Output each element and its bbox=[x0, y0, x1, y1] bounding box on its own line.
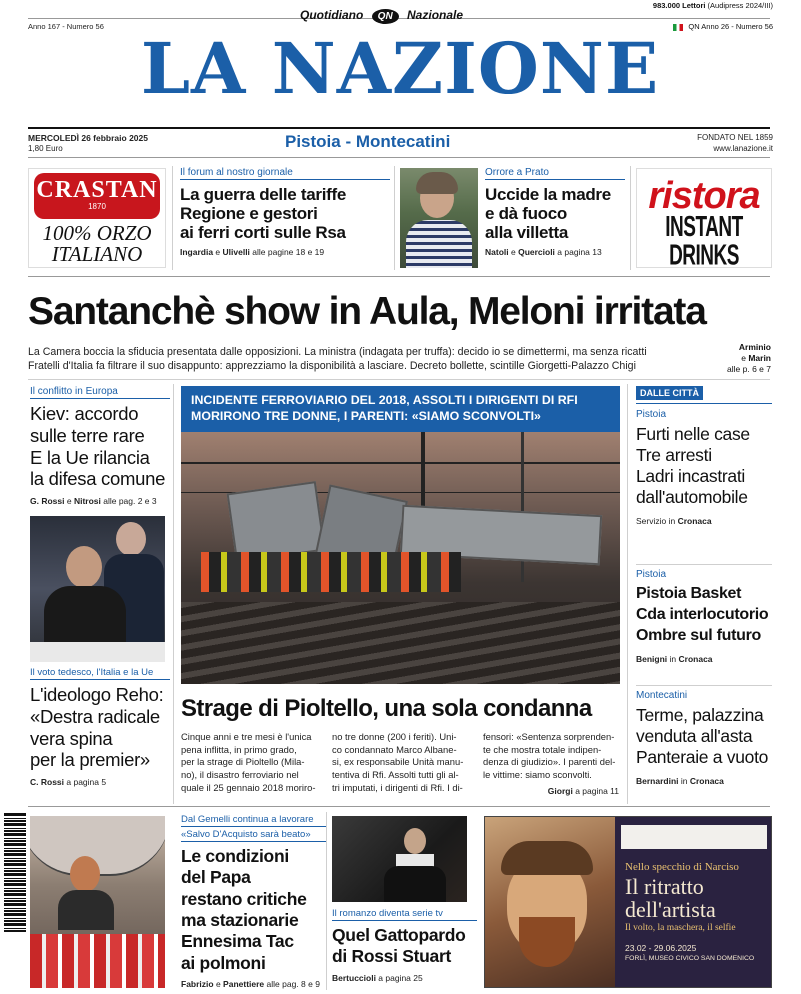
headline-line: L'ideologo Reho: bbox=[30, 684, 164, 705]
summary-line: Fratelli d'Italia fa filtrare il suo disappunto: apprezziamo la disponibilità a lasciare. Decreto bollette, scintille Giorgetti-Palazzo Chigi bbox=[28, 359, 636, 372]
crastan-ad[interactable] bbox=[28, 168, 166, 268]
main-headline[interactable]: Santanchè show in Aula, Meloni irritata bbox=[28, 290, 706, 333]
photo-train-car bbox=[227, 481, 326, 563]
body-line: Cinque anni e tre mesi è l'unica bbox=[181, 731, 312, 742]
issue-right-text: QN Anno 26 - Numero 56 bbox=[688, 22, 773, 31]
headline-line: e dà fuoco bbox=[485, 204, 568, 224]
body-line: si, ex responsabile Unità manu- bbox=[332, 756, 464, 768]
author: Nitrosi bbox=[73, 496, 101, 507]
divider bbox=[394, 166, 395, 270]
story-gattopardo[interactable] bbox=[332, 908, 477, 983]
headline-line: per la premier» bbox=[30, 749, 150, 771]
divider bbox=[636, 564, 772, 565]
tagline-right: Nazionale bbox=[407, 8, 464, 22]
section-kicker: Dal Gemelli continua a lavorare bbox=[181, 814, 326, 827]
headline-line: dall'automobile bbox=[636, 487, 748, 507]
qn-logo: QN bbox=[372, 9, 399, 24]
photo-table bbox=[30, 642, 165, 662]
issue-left: Anno 167 - Numero 56 bbox=[28, 22, 104, 31]
headline-line: E la Ue rilancia bbox=[30, 446, 150, 468]
headline-line: di Rossi Stuart bbox=[332, 946, 451, 967]
author: Giorgi bbox=[547, 785, 573, 796]
body-line: quale il 25 gennaio 2018 moriro- bbox=[181, 781, 316, 793]
headline-line: «Destra radicale bbox=[30, 705, 160, 727]
headline-line: Pistoia Basket bbox=[636, 585, 742, 602]
byline bbox=[332, 973, 477, 983]
headline-line: vera spina bbox=[30, 727, 113, 749]
city-story-terme[interactable] bbox=[636, 690, 772, 786]
italy-flag-icon bbox=[673, 24, 683, 31]
byline bbox=[485, 247, 625, 257]
photo-rescuers bbox=[201, 552, 461, 592]
byline bbox=[483, 786, 621, 797]
divider bbox=[630, 166, 631, 270]
author: G. Rossi bbox=[30, 496, 65, 507]
ad-painting-hair bbox=[501, 841, 593, 875]
headline bbox=[332, 925, 477, 968]
photo-prato-woman bbox=[400, 168, 478, 268]
story-pope[interactable] bbox=[181, 814, 326, 989]
author: Ulivelli bbox=[222, 247, 250, 258]
body-line: le vittime: siamo sconvolti. bbox=[483, 769, 592, 781]
ad-title-line: dell'artista bbox=[625, 897, 716, 923]
exhibition-ad[interactable] bbox=[484, 816, 772, 988]
photo-catenary bbox=[181, 462, 620, 464]
ad-place: FORLÌ, MUSEO CIVICO SAN DOMENICO bbox=[625, 955, 755, 962]
page-ref: Cronaca bbox=[677, 516, 712, 526]
tagline-left: Quotidiano bbox=[300, 8, 364, 22]
crastan-year: 1870 bbox=[88, 202, 106, 211]
author: Quercioli bbox=[518, 247, 555, 258]
author: Bernardini bbox=[636, 776, 679, 786]
headline-line: Cda interlocutorio bbox=[636, 605, 769, 623]
headline bbox=[636, 705, 772, 768]
crastan-logo-text: CRASTAN bbox=[36, 177, 158, 203]
section-kicker: Pistoia bbox=[636, 409, 667, 420]
photo-woman-body bbox=[58, 890, 114, 930]
photo-train-crash bbox=[181, 432, 620, 684]
body-line: co condannato Marco Albane- bbox=[332, 743, 457, 755]
headline bbox=[30, 684, 170, 771]
headline-line: Panteraie a vuoto bbox=[636, 747, 769, 767]
byline bbox=[636, 776, 772, 786]
photo-pope-vigil bbox=[30, 816, 165, 988]
body-line: no), il disastro ferroviario nel bbox=[181, 769, 299, 781]
crastan-line2: ITALIANO bbox=[51, 242, 143, 266]
divider bbox=[636, 403, 772, 404]
ad-painting-beard bbox=[519, 917, 575, 967]
author: Ingardia bbox=[180, 247, 214, 258]
body-line: fensori: «Sentenza sorprenden- bbox=[483, 731, 615, 742]
masthead-rule-bottom bbox=[28, 127, 770, 129]
headline bbox=[30, 403, 170, 490]
main-summary bbox=[28, 346, 708, 374]
body-line: te che mostra totale indipen- bbox=[483, 743, 602, 755]
body-line: denza di giudizio». I parenti del- bbox=[483, 756, 616, 768]
qn-tagline bbox=[300, 8, 463, 24]
photo-gattopardo bbox=[332, 816, 467, 902]
sep: e bbox=[741, 353, 749, 364]
banner-line: INCIDENTE FERROVIARIO DEL 2018, ASSOLTI I DIRIGENTI DI RFI bbox=[191, 393, 578, 407]
section-kicker: Orrore a Prato bbox=[485, 167, 625, 180]
headline-line: Ennesima Tac bbox=[181, 931, 294, 952]
headline-line: alla villetta bbox=[485, 223, 569, 243]
sep: in bbox=[667, 654, 679, 665]
story-reho[interactable] bbox=[30, 667, 170, 787]
masthead bbox=[0, 0, 801, 160]
page-ref: a pagina 11 bbox=[572, 785, 619, 796]
byline bbox=[180, 247, 390, 257]
city-story-basket[interactable] bbox=[636, 569, 772, 664]
body-line: pena inflitta, in primo grado, bbox=[181, 743, 297, 755]
author: C. Rossi bbox=[30, 777, 65, 788]
section-kicker: «Salvo D'Acquisto sarà beato» bbox=[181, 829, 326, 842]
divider bbox=[627, 384, 628, 804]
ref-pre: Servizio in bbox=[636, 516, 678, 526]
sep: in bbox=[678, 776, 690, 786]
sep: e bbox=[213, 247, 223, 258]
headline bbox=[180, 185, 390, 242]
top-story-tariffs[interactable] bbox=[180, 167, 390, 257]
section-kicker: Il voto tedesco, l'Italia e la Ue bbox=[30, 667, 170, 680]
sep: e bbox=[64, 496, 74, 507]
page-ref: a pagina 5 bbox=[64, 777, 107, 788]
readers-source: (Audipress 2024/III) bbox=[707, 1, 773, 10]
headline-line: Kiev: accordo bbox=[30, 403, 139, 424]
headline-line: del Papa bbox=[181, 867, 251, 888]
center-col-1 bbox=[181, 731, 321, 794]
headline-line: sulle terre rare bbox=[30, 424, 145, 446]
ad-title-line: Il ritratto bbox=[625, 874, 704, 899]
readers-number: 983.000 Lettori bbox=[652, 1, 706, 10]
section-kicker: Il romanzo diventa serie tv bbox=[332, 908, 477, 921]
headline-line: La guerra delle tariffe bbox=[180, 185, 346, 204]
headline-line: Tre arresti bbox=[636, 445, 712, 465]
headline-line: ai polmoni bbox=[181, 952, 266, 973]
author: Panettiere bbox=[223, 979, 265, 990]
edition-name[interactable]: Pistoia - Montecatini bbox=[285, 132, 451, 151]
ristora-ad[interactable] bbox=[636, 168, 772, 268]
divider bbox=[173, 384, 174, 804]
page-ref: a pagina 25 bbox=[375, 972, 423, 983]
author: Bertuccioli bbox=[332, 972, 376, 983]
byline bbox=[636, 516, 772, 526]
photo-actor-body bbox=[384, 866, 446, 902]
city-story-furti[interactable] bbox=[636, 409, 772, 526]
issue-right bbox=[673, 22, 773, 31]
summary-line: La Camera boccia la sfiducia presentata dalle opposizioni. La ministra (indagata per truffa): decido io se dimettermi, ma senza ricatti bbox=[28, 346, 647, 358]
sep: e bbox=[213, 979, 224, 990]
photo-figure-body bbox=[406, 220, 472, 268]
section-kicker: Il forum al nostro giornale bbox=[180, 167, 390, 180]
headline-line: Ladri incastrati bbox=[636, 466, 746, 486]
author: Marin bbox=[748, 353, 771, 364]
crastan-line1: 100% ORZO bbox=[42, 221, 152, 245]
divider bbox=[28, 379, 770, 380]
photo-actor-head bbox=[404, 828, 426, 854]
photo-figure-hair bbox=[416, 172, 458, 194]
author: Fabrizio bbox=[181, 979, 214, 990]
headline-line: Regione e gestori bbox=[180, 204, 318, 224]
body-line: no tre donne (200 i feriti). Uni- bbox=[332, 731, 457, 742]
headline-line: Ombre sul futuro bbox=[636, 626, 761, 644]
divider bbox=[172, 166, 173, 270]
issue-date: MERCOLEDÌ 26 febbraio 2025 bbox=[28, 133, 148, 143]
headline-line: Furti nelle case bbox=[636, 424, 750, 444]
headline-line: restano critiche bbox=[181, 888, 307, 909]
readers-count bbox=[653, 1, 773, 10]
crastan-logo bbox=[34, 173, 160, 219]
headline-line: Le condizioni bbox=[181, 846, 289, 866]
photo-main-head bbox=[66, 546, 102, 588]
headline-line: ai ferri corti sulle Rsa bbox=[180, 223, 346, 243]
body-line: per la strage di Pioltello (Mila- bbox=[181, 756, 305, 768]
headline bbox=[636, 584, 772, 646]
page-ref: alle pag. 2 e 3 bbox=[100, 496, 157, 507]
section-kicker: Pistoia bbox=[636, 569, 667, 580]
center-col-3 bbox=[483, 731, 621, 797]
section-kicker: Montecatini bbox=[636, 690, 688, 701]
ad-title bbox=[625, 875, 716, 921]
byline bbox=[30, 496, 170, 506]
page-ref: alle p. 6 e 7 bbox=[727, 364, 771, 375]
photo-tracks bbox=[181, 602, 620, 684]
byline bbox=[30, 777, 170, 787]
photo-woman-head bbox=[70, 856, 100, 892]
ad-dates: 23.02 - 29.06.2025 bbox=[625, 943, 697, 953]
divider bbox=[326, 812, 327, 990]
body-line: tri imputati, i dirigenti di Rfi. I di- bbox=[332, 781, 463, 793]
headline-line: Terme, palazzina bbox=[636, 705, 764, 725]
author: Arminio bbox=[738, 342, 771, 352]
center-col-2 bbox=[332, 731, 472, 794]
headline-line: la difesa comune bbox=[30, 468, 166, 490]
sep: e bbox=[508, 247, 519, 258]
section-kicker: Il conflitto in Europa bbox=[30, 386, 170, 399]
divider bbox=[28, 276, 770, 277]
headline bbox=[636, 424, 772, 508]
author: Natoli bbox=[485, 247, 509, 258]
photo-zelensky bbox=[30, 516, 165, 662]
ristora-logo: ristora bbox=[648, 175, 760, 217]
ad-title-pre: Nello specchio di Narciso bbox=[625, 861, 739, 873]
author: Benigni bbox=[636, 654, 668, 665]
ad-painting bbox=[485, 817, 615, 988]
divider bbox=[636, 685, 772, 686]
banner-line: MORIRONO TRE DONNE, I PARENTI: «SIAMO SCONVOLTI» bbox=[191, 408, 541, 423]
dalle-citta-label[interactable]: DALLE CITTÀ bbox=[636, 386, 703, 400]
masthead-rule-thin bbox=[28, 157, 770, 158]
page-ref: Cronaca bbox=[689, 776, 724, 786]
headline-line: Uccide la madre bbox=[485, 185, 611, 204]
photo-candles bbox=[30, 934, 165, 988]
divider bbox=[28, 806, 770, 807]
headline bbox=[485, 185, 625, 242]
newspaper-title[interactable]: LA NAZIONE bbox=[140, 27, 660, 110]
ad-logo-bar bbox=[621, 825, 767, 849]
headline-line: ma stazionarie bbox=[181, 910, 299, 931]
headline-line: venduta all'asta bbox=[636, 726, 753, 746]
main-byline bbox=[727, 342, 771, 375]
story-kiev[interactable] bbox=[30, 386, 170, 506]
website-link[interactable]: www.lanazione.it bbox=[713, 144, 773, 153]
ristora-sub: INSTANT DRINKS bbox=[665, 212, 743, 268]
byline bbox=[636, 654, 772, 664]
headline-line: Quel Gattopardo bbox=[332, 925, 466, 945]
center-headline[interactable]: Strage di Pioltello, una sola condanna bbox=[181, 695, 592, 722]
body-line: tentiva di Rfi. Assolti tutti gli al- bbox=[332, 769, 459, 781]
top-story-prato[interactable] bbox=[485, 167, 625, 257]
founded-note: FONDATO NEL 1859 bbox=[697, 133, 773, 142]
center-banner[interactable] bbox=[181, 386, 620, 432]
page-ref: a pagina 13 bbox=[554, 247, 602, 258]
page-ref: alle pag. 8 e 9 bbox=[264, 979, 320, 990]
page-ref: Cronaca bbox=[678, 654, 713, 665]
ad-subtitle: Il volto, la maschera, il selfie bbox=[625, 923, 736, 933]
byline bbox=[181, 979, 326, 989]
headline bbox=[181, 846, 326, 974]
barcode bbox=[4, 812, 26, 932]
issue-price: 1,80 Euro bbox=[28, 144, 63, 153]
photo-bg-figure bbox=[116, 522, 146, 556]
page-ref: alle pagine 18 e 19 bbox=[249, 247, 325, 258]
